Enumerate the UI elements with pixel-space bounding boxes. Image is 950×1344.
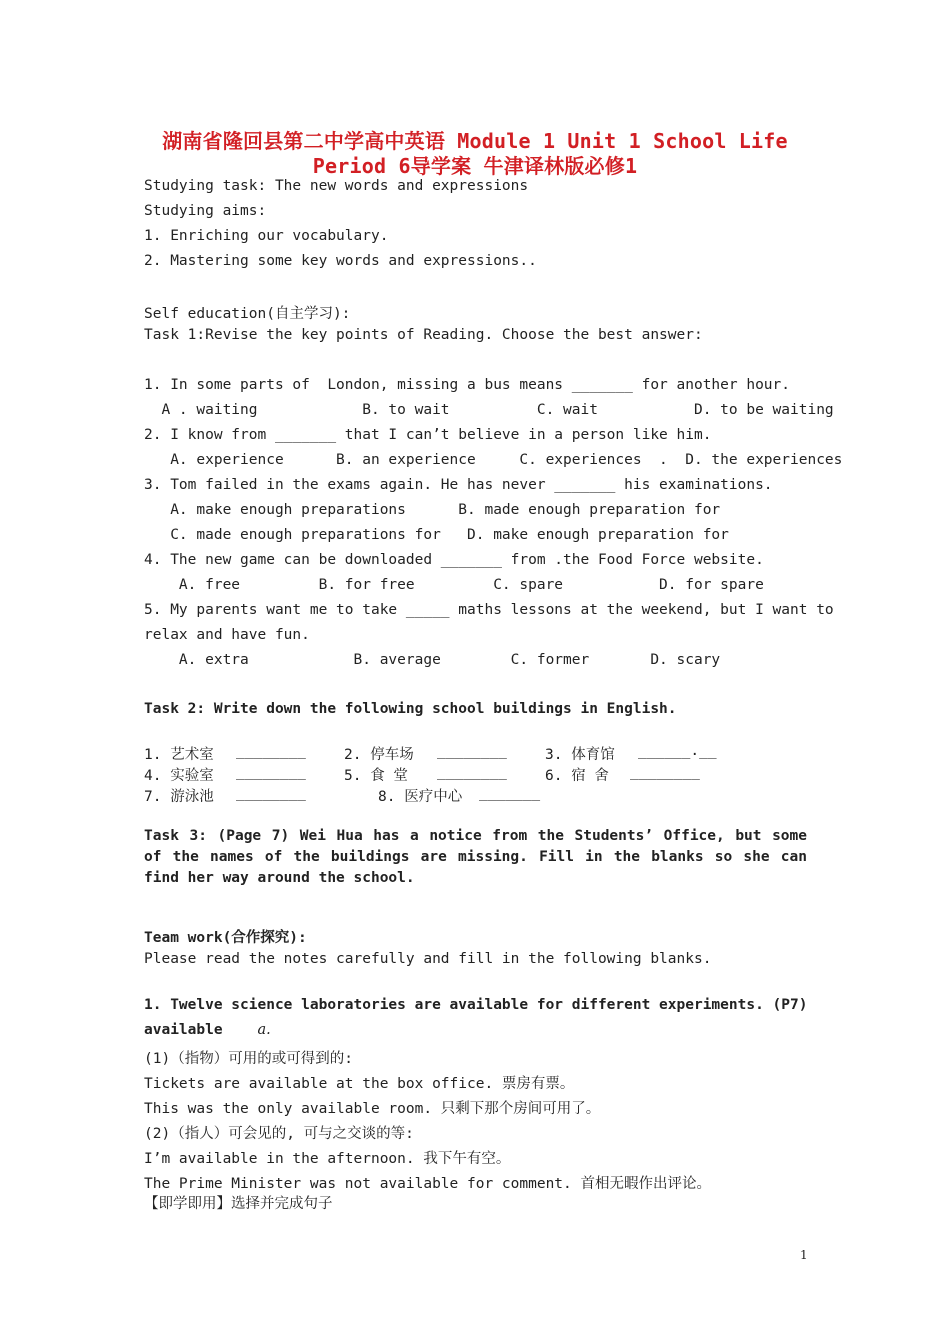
note-1-example-2: This was the only available room. 只剩下那个房间可用了。 bbox=[144, 1101, 601, 1117]
task2-heading: Task 2: Write down the following school buildings in English. bbox=[144, 701, 677, 717]
question-1: 1. In some parts of London, missing a bus means _______ for another hour. bbox=[144, 377, 791, 393]
building-item: 6. 宿 舍 bbox=[545, 768, 609, 784]
practice-heading: 【即学即用】选择并完成句子 bbox=[144, 1196, 333, 1212]
note-1-example-4: The Prime Minister was not available for comment. 首相无暇作出评论。 bbox=[144, 1176, 711, 1192]
team-work-heading: Team work(合作探究): bbox=[144, 930, 307, 946]
note-1-sense-1: (1)（指物）可用的或可得到的: bbox=[144, 1051, 353, 1067]
document-title-line2: Period 6导学案 牛津译林版必修1 bbox=[312, 154, 638, 178]
page-number: 1 bbox=[800, 1248, 808, 1262]
task1-heading: Task 1:Revise the key points of Reading. Choose the best answer: bbox=[144, 327, 703, 343]
self-education-heading: Self education(自主学习): bbox=[144, 306, 351, 322]
building-blank: ________ bbox=[437, 764, 507, 780]
question-4: 4. The new game can be downloaded _______ from .the Food Force website. bbox=[144, 552, 764, 568]
building-blank: ________ bbox=[236, 764, 306, 780]
question-1-options: A . waiting B. to wait C. wait D. to be waiting bbox=[144, 402, 834, 418]
building-item: 3. 体育馆 bbox=[545, 747, 615, 763]
building-item: 5. 食 堂 bbox=[344, 768, 408, 784]
building-blank: ________ bbox=[236, 743, 306, 759]
note-1-sentence: 1. Twelve science laboratories are available for different experiments. (P7) bbox=[144, 997, 808, 1013]
studying-aims-heading: Studying aims: bbox=[144, 203, 267, 219]
building-item: 4. 实验室 bbox=[144, 768, 214, 784]
aim-2: 2. Mastering some key words and expressions.. bbox=[144, 253, 537, 269]
question-3-options-1: A. make enough preparations B. made enough preparation for bbox=[144, 502, 721, 518]
team-work-instruction: Please read the notes carefully and fill in the following blanks. bbox=[144, 951, 712, 967]
question-3: 3. Tom failed in the exams again. He has never _______ his examinations. bbox=[144, 477, 773, 493]
task3-paragraph: Task 3: (Page 7) Wei Hua has a notice from the Students’ Office, but some of the names of the buildings are missing. Fill in the blanks so she can find her way around the school. bbox=[144, 828, 807, 886]
question-5-options: A. extra B. average C. former D. scary bbox=[144, 652, 721, 668]
question-2: 2. I know from _______ that I can’t believe in a person like him. bbox=[144, 427, 712, 443]
building-item: 7. 游泳池 bbox=[144, 789, 214, 805]
building-item: 1. 艺术室 bbox=[144, 747, 214, 763]
building-item: 8. 医疗中心 bbox=[378, 789, 463, 805]
aim-1: 1. Enriching our vocabulary. bbox=[144, 228, 389, 244]
building-blank: _______ bbox=[479, 785, 541, 801]
note-1-example-1: Tickets are available at the box office. 票房有票。 bbox=[144, 1076, 575, 1092]
question-3-options-2: C. made enough preparations for D. make enough preparation for bbox=[144, 527, 729, 543]
building-blank: ______.__ bbox=[638, 743, 717, 759]
building-item: 2. 停车场 bbox=[344, 747, 414, 763]
building-blank: ________ bbox=[437, 743, 507, 759]
document-title-line1: 湖南省隆回县第二中学高中英语 Module 1 Unit 1 School Life bbox=[162, 129, 788, 153]
question-5-continued: relax and have fun. bbox=[144, 627, 310, 643]
note-1-sense-2: (2)（指人）可会见的, 可与之交谈的等: bbox=[144, 1126, 414, 1142]
note-1-example-3: I’m available in the afternoon. 我下午有空。 bbox=[144, 1151, 511, 1167]
building-blank: ________ bbox=[630, 764, 700, 780]
building-blank: ________ bbox=[236, 785, 306, 801]
studying-task: Studying task: The new words and expressions bbox=[144, 178, 529, 194]
question-2-options: A. experience B. an experience C. experiences . D. the experiences bbox=[144, 452, 843, 468]
question-4-options: A. free B. for free C. spare D. for spare bbox=[144, 577, 764, 593]
note-1-word: available a. bbox=[144, 1022, 271, 1038]
question-5: 5. My parents want me to take _____ maths lessons at the weekend, but I want to bbox=[144, 602, 834, 618]
